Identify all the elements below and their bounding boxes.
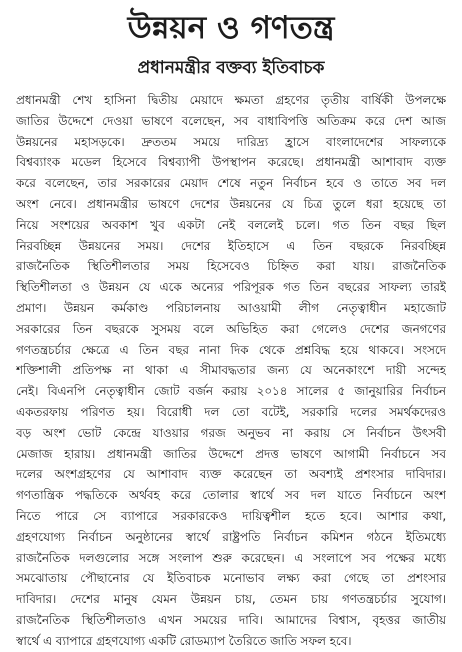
body-line: সরকারের তিন বছরকে সুসময় বলে অভিহিত করা গেলেও দেশের জনগণের: [16, 321, 446, 336]
article-body: [16, 90, 446, 652]
body-line: রাজনৈতিক স্থিতিশীলতার সময় হিসেবেও চিহ্নিত করা যায়। রাজনৈতিক: [16, 259, 446, 274]
body-line: দাবিদার। দেশের মানুষ যেমন উন্নয়ন চায়, তেমন চায় গণতন্ত্রচর্চার সুযোগ।: [16, 592, 446, 607]
body-line: সমঝোতায় পৌছানোর যে ইতিবাচক মনোভাব লক্ষ্য করা গেছে তা প্রশংসার: [16, 571, 446, 586]
body-line: গণতন্ত্রচর্চার ক্ষেত্রে এ তিন বছর নানা দিক থেকে প্রশ্নবিদ্ধ হয়ে থাকবে। সংসদে: [16, 342, 446, 357]
body-line: একতরফায় পরিণত হয়। বিরোধী দল তো বটেই, সরকারি দলের সমর্থকদেরও: [16, 404, 446, 419]
body-line: মেজাজ হারায়। প্রধানমন্ত্রী জাতির উদ্দেশে প্রদত্ত ভাষণে আগামী নির্বাচনে সব: [16, 446, 446, 461]
body-line: করে বলেছেন, তার সরকারের মেয়াদ শেষে নতুন নির্বাচন হবে ও তাতে সব দল: [16, 176, 446, 191]
subheadline: প্রধানমন্ত্রীর বক্তব্য ইতিবাচক: [137, 58, 325, 78]
body-line: জাতির উদ্দেশে দেওয়া ভাষণে বলেছেন, সব বাধাবিপত্তি অতিক্রম করে দেশ আজ: [16, 113, 446, 128]
body-line: স্থিতিশীলতা ও উন্নয়ন যে একে অন্যের পরিপূরক গত তিন বছরের সাফল্য তারই: [16, 280, 446, 295]
body-line: রাজনৈতিক স্থিতিশীলতাও এখন সময়ের দাবি। আমাদের বিশ্বাস, বৃহত্তর জাতীয়: [16, 612, 446, 627]
body-line: প্রধানমন্ত্রী শেখ হাসিনা দ্বিতীয় মেয়াদে ক্ষমতা গ্রহণের তৃতীয় বার্ষিকী উপলক্ষে: [16, 93, 446, 107]
body-line: উন্নয়নের মহাসড়কে। দ্রুততম সময়ে দারিদ্র্য হ্রাসে বাংলাদেশের সাফল্যকে: [16, 134, 446, 149]
body-line: শক্তিশালী প্রতিপক্ষ না থাকা এ সীমাবদ্ধতার জন্য যে অনেকাংশে দায়ী সন্দেহ: [16, 363, 446, 378]
body-line: গ্রহণযোগ্য নির্বাচন অনুষ্ঠানের স্বার্থে রাষ্ট্রপতি নির্বাচন কমিশন গঠনে ইতিমধ্যে: [16, 529, 446, 544]
body-line: গণতান্ত্রিক পদ্ধতিকে অর্থবহ করে তোলার স্বার্থে সব দল যাতে নির্বাচনে অংশ: [16, 488, 446, 503]
body-line: নিরবচ্ছিন্ন উন্নয়নের সময়। দেশের ইতিহাসে এ তিন বছরকে নিরবচ্ছিন্ন: [16, 238, 446, 253]
headline: উন্নয়ন ও গণতন্ত্র: [127, 10, 335, 46]
body-line: রাজনৈতিক দলগুলোর সঙ্গে সংলাপ শুরু করেছেন। এ সংলাপে সব পক্ষের মধ্যে: [16, 550, 446, 565]
body-line: নিয়ে সংশয়ের অবকাশ খুব একটা নেই বললেই চলে। গত তিন বছর ছিল: [16, 217, 446, 232]
body-line: স্বার্থে এ ব্যাপারে গ্রহণযোগ্য একটি রোডম্যাপ তৈরিতে জাতি সফল হবে।: [16, 633, 352, 648]
body-line: বিশ্বব্যাংক মডেল হিসেবে বিশ্বব্যাপী উপস্থাপন করেছে। প্রধানমন্ত্রী আশাবাদ ব্যক্ত: [16, 155, 446, 170]
body-line: নিতে পারে সে ব্যাপারে সরকারকেও দায়িত্বশীল হতে হবে। আশার কথা,: [16, 508, 446, 523]
body-line: নেই। বিএনপি নেতৃত্বাধীন জোট বর্জন করায় ২০১৪ সালের ৫ জানুয়ারির নির্বাচন: [16, 384, 446, 399]
body-line: প্রমাণ। উন্নয়ন কর্মকাণ্ড পরিচালনায় আওয়ামী লীগ নেতৃত্বাধীন মহাজোট: [16, 300, 446, 315]
body-line: বড় অংশ ভোট কেন্দ্রে যাওয়ার গরজ অনুভব না করায় সে নির্বাচন উৎসবী: [16, 425, 446, 440]
body-line: অংশ নেবে। প্রধানমন্ত্রীর ভাষণে দেশের উন্নয়নের যে চিত্র তুলে ধরা হয়েছে তা: [16, 196, 446, 211]
body-line: দলের অংশগ্রহণের যে আশাবাদ ব্যক্ত করেছেন তা অবশ্যই প্রশংসার দাবিদার।: [16, 467, 446, 482]
